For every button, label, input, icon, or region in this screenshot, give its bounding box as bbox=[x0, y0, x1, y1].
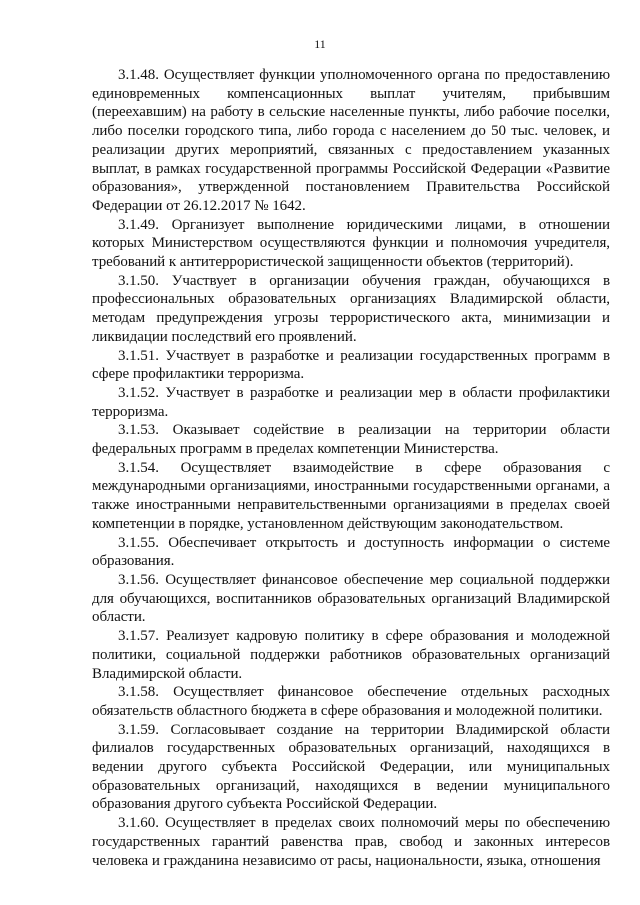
paragraph-3-1-53: 3.1.53. Оказывает содействие в реализации на территории области федеральных программ в пределах компетенции Министерства. bbox=[92, 422, 610, 458]
paragraph-3-1-58: 3.1.58. Осуществляет финансовое обеспечение отдельных расходных обязательств областного бюджета в сфере образования и молодежной политики. bbox=[92, 684, 610, 719]
paragraph-3-1-55: 3.1.55. Обеспечивает открытость и доступность информации о системе образования. bbox=[92, 534, 610, 570]
paragraph-3-1-56: 3.1.56. Осуществляет финансовое обеспечение мер социальной поддержки для обучающихся, воспитанников образовательных организаций Владимирской области. bbox=[92, 571, 610, 626]
paragraph-3-1-51: 3.1.51. Участвует в разработке и реализации государственных программ в сфере профилактики терроризма. bbox=[92, 347, 610, 383]
page-number: 11 bbox=[314, 37, 326, 51]
paragraph-3-1-50: 3.1.50. Участвует в организации обучения граждан, обучающихся в профессиональных образовательных организациях Владимирской области, методам предупреждения угрозы террористического акта, минимизации и ликвидации последствий его проявлений. bbox=[92, 272, 610, 345]
paragraph-3-1-57: 3.1.57. Реализует кадровую политику в сфере образования и молодежной политики, социальной поддержки работников образовательных организаций Владимирской области. bbox=[92, 628, 610, 682]
paragraph-3-1-54: 3.1.54. Осуществляет взаимодействие в сфере образования с международными организациями, иностранными государственными органами, а также иностранными неправительственными организациями в пределах своей компетенции в порядке, установленном действующим законодательством. bbox=[92, 459, 610, 532]
paragraph-3-1-49: 3.1.49. Организует выполнение юридическими лицами, в отношении которых Министерством осуществляются функции и полномочия учредителя, требований к антитеррористической защищенности объектов (территорий). bbox=[92, 216, 610, 271]
paragraph-3-1-60: 3.1.60. Осуществляет в пределах своих полномочий меры по обеспечению государственных гарантий равенства прав, свобод и законных интересов человека и гражданина независимо от расы, национальности, языка, отношения bbox=[92, 815, 610, 869]
document-body bbox=[92, 66, 610, 870]
paragraph-3-1-48: 3.1.48. Осуществляет функции уполномоченного органа по предоставлению единовременных компенсационных выплат учителям, прибывшим (переехавшим) на работу в сельские населенные пункты, либо рабочие поселки, либо поселки городского типа, либо города с населением до 50 тыс. человек, и реализации других мероприятий, связанных с предоставлением указанных выплат, в рамках государственной программы Российской Федерации «Развитие образования», утвержденной постановлением Правительства Российской Федерации от 26.12.2017 № 1642. bbox=[92, 67, 610, 214]
paragraph-3-1-59: 3.1.59. Согласовывает создание на территории Владимирской области филиалов государственных образовательных организаций, находящихся в ведении другого субъекта Российской Федерации, или муниципальных образовательных организаций, находящихся в ведении муниципального образования другого субъекта Российской Федерации. bbox=[92, 721, 610, 813]
paragraph-3-1-52: 3.1.52. Участвует в разработке и реализации мер в области профилактики терроризма. bbox=[92, 384, 610, 420]
